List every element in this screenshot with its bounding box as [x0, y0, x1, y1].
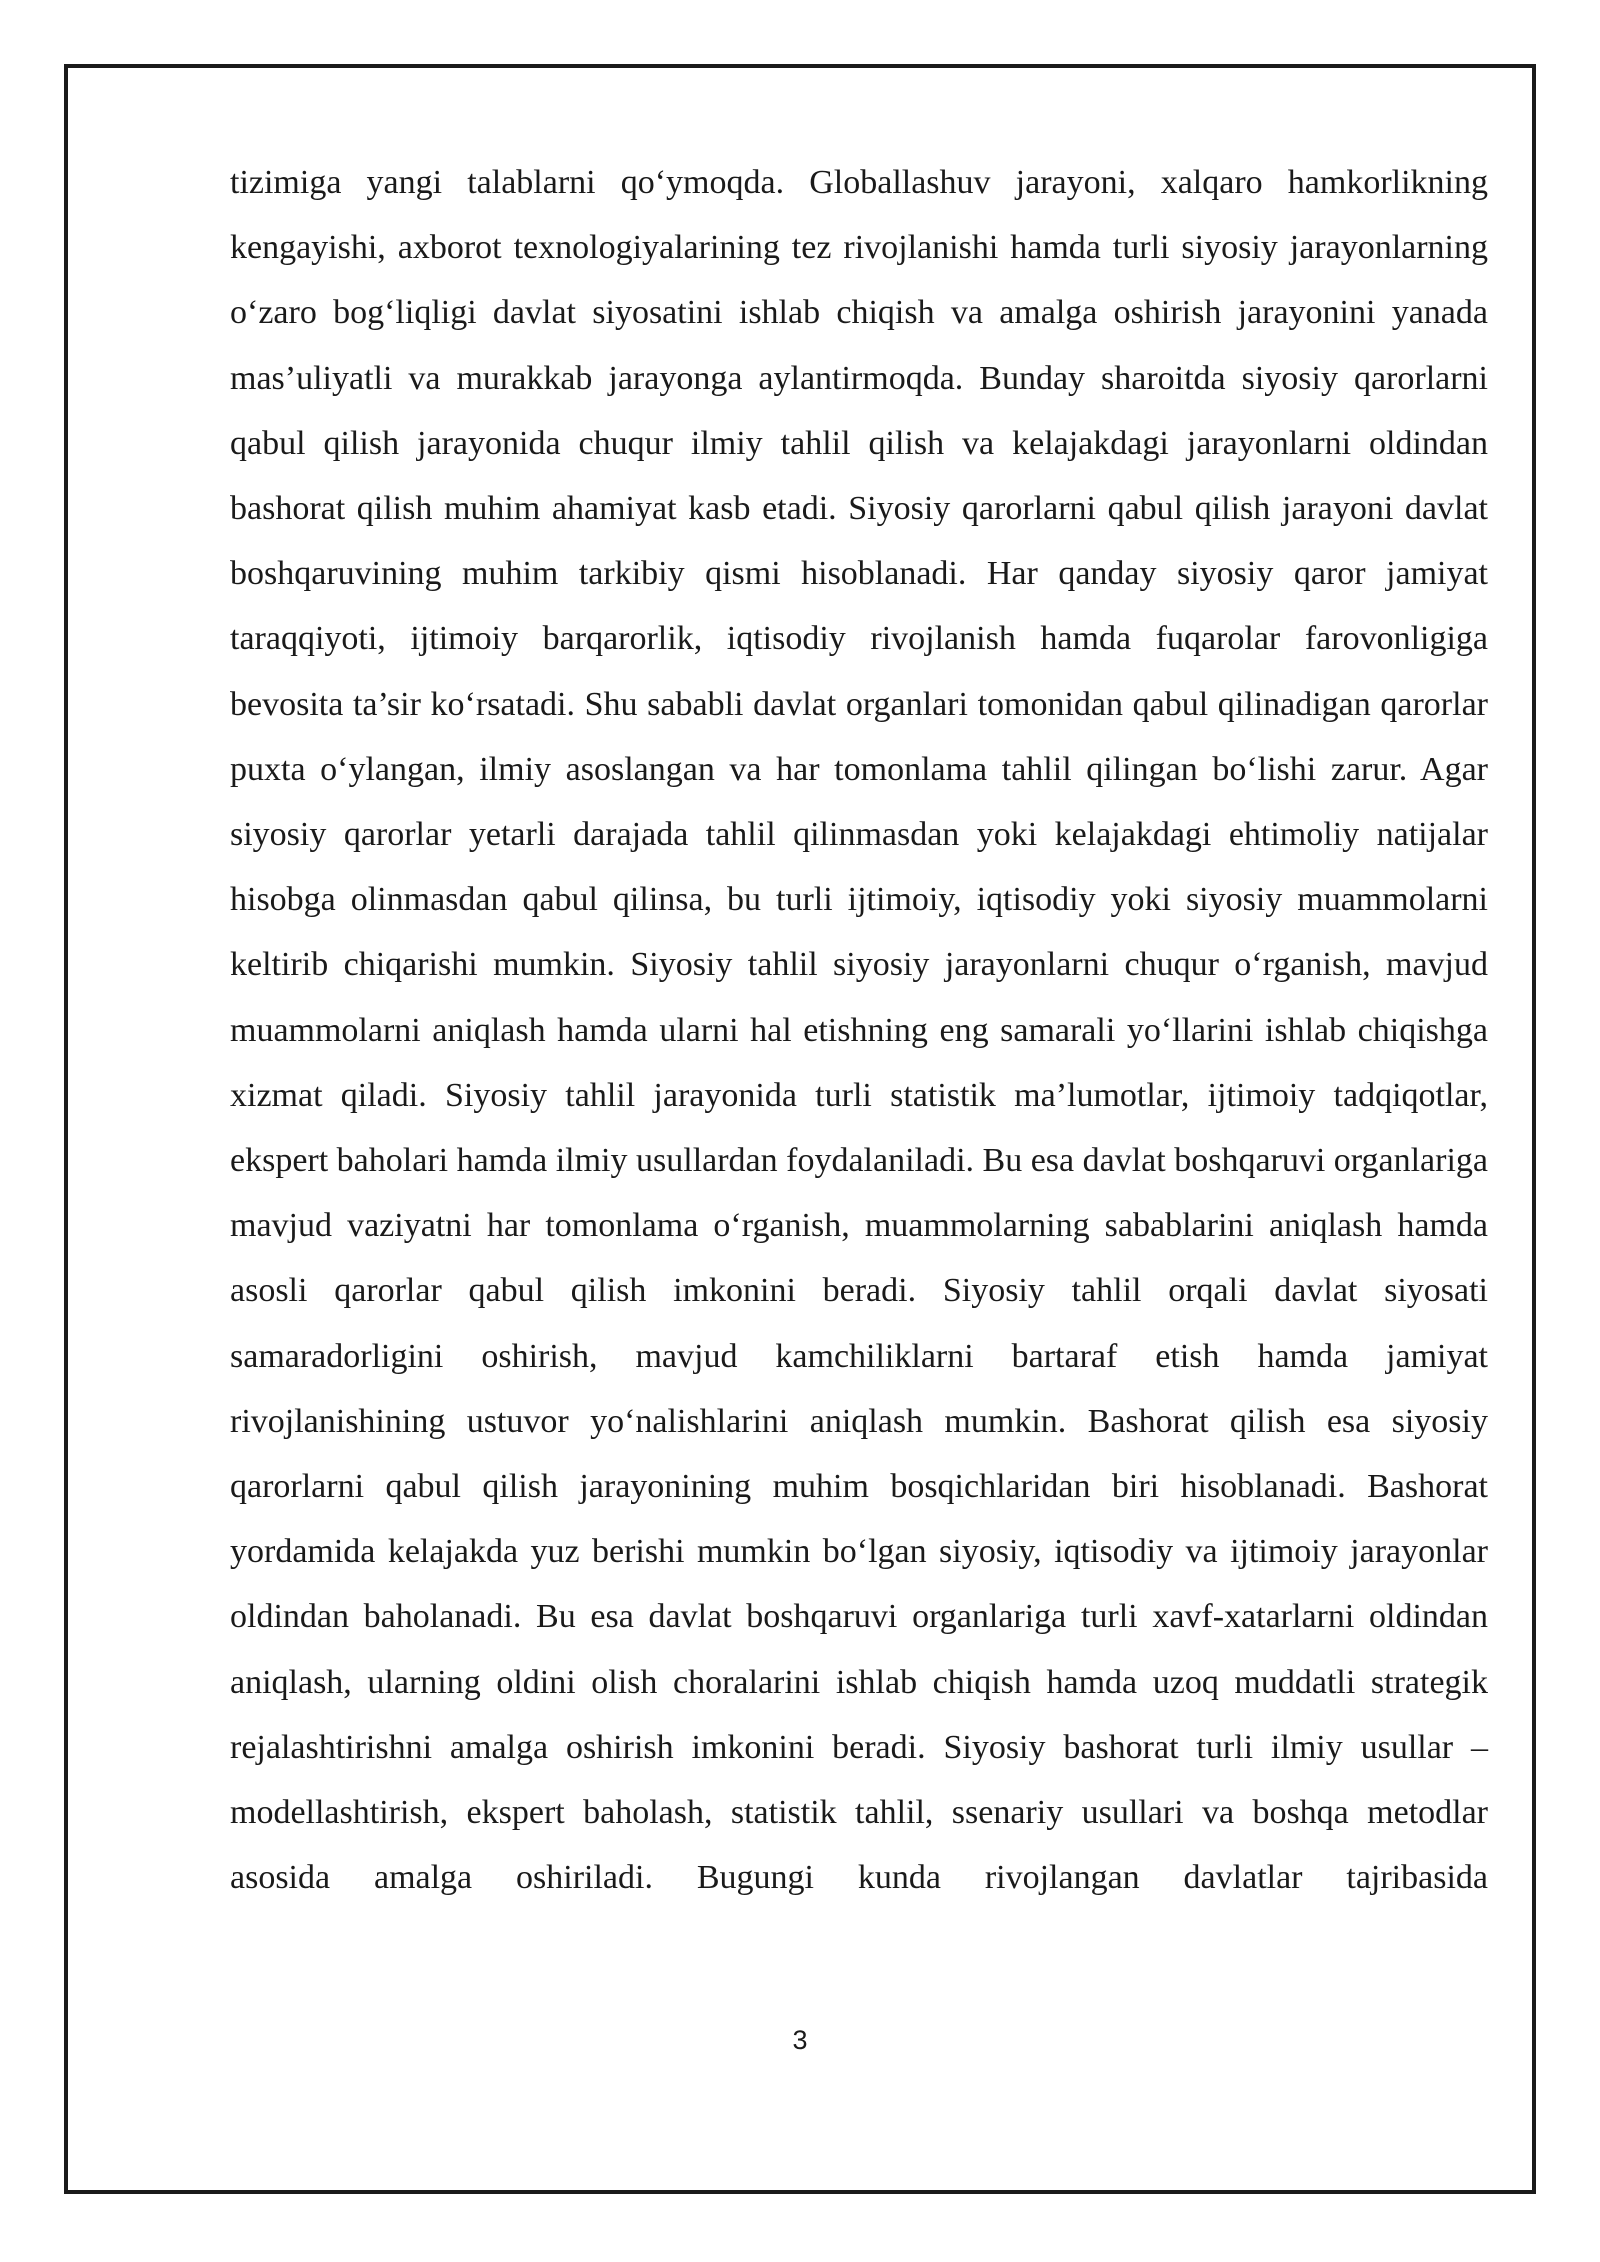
- page-number: 3: [792, 2025, 808, 2055]
- body-paragraph: tizimiga yangi talablarni qo‘ymoqda. Globallashuv jarayoni, xalqaro hamkorlikning kengayishi, axborot texnologiyalarining tez rivojlanishi hamda turli siyosiy jarayonlarning o‘zaro bog‘liqligi davlat siyosatini ishlab chiqish va amalga oshirish jarayonini yanada mas’uliyatli va murakkab jarayonga aylantirmoqda. Bunday sharoitda siyosiy qarorlarni qabul qilish jarayonida chuqur ilmiy tahlil qilish va kelajakdagi jarayonlarni oldindan bashorat qilish muhim ahamiyat kasb etadi. Siyosiy qarorlarni qabul qilish jarayoni davlat boshqaruvining muhim tarkibiy qismi hisoblanadi. Har qanday siyosiy qaror jamiyat taraqqiyoti, ijtimoiy barqarorlik, iqtisodiy rivojlanish hamda fuqarolar farovonligiga bevosita ta’sir ko‘rsatadi. Shu sababli davlat organlari tomonidan qabul qilinadigan qarorlar puxta o‘ylangan, ilmiy asoslangan va har tomonlama tahlil qilingan bo‘lishi zarur. Agar siyosiy qarorlar yetarli darajada tahlil qilinmasdan yoki kelajakdagi ehtimoliy natijalar hisobga olinmasdan qabul qilinsa, bu turli ijtimoiy, iqtisodiy yoki siyosiy muammolarni keltirib chiqarishi mumkin. Siyosiy tahlil siyosiy jarayonlarni chuqur o‘rganish, mavjud muammolarni aniqlash hamda ularni hal etishning eng samarali yo‘llarini ishlab chiqishga xizmat qiladi. Siyosiy tahlil jarayonida turli statistik ma’lumotlar, ijtimoiy tadqiqotlar, ekspert baholari hamda ilmiy usullardan foydalaniladi. Bu esa davlat boshqaruvi organlariga mavjud vaziyatni har tomonlama o‘rganish, muammolarning sabablarini aniqlash hamda asosli qarorlar qabul qilish imkonini beradi. Siyosiy tahlil orqali davlat siyosati samaradorligini oshirish, mavjud kamchiliklarni bartaraf etish hamda jamiyat rivojlanishining ustuvor yo‘nalishlarini aniqlash mumkin. Bashorat qilish esa siyosiy qarorlarni qabul qilish jarayonining muhim bosqichlaridan biri hisoblanadi. Bashorat yordamida kelajakda yuz berishi mumkin bo‘lgan siyosiy, iqtisodiy va ijtimoiy jarayonlar oldindan baholanadi. Bu esa davlat boshqaruvi organlariga turli xavf-xatarlarni oldindan aniqlash, ularning oldini olish choralarini ishlab chiqish hamda uzoq muddatli strategik rejalashtirishni amalga oshirish imkonini beradi. Siyosiy bashorat turli ilmiy usullar – modellashtirish, ekspert baholash, statistik tahlil, ssenariy usullari va boshqa metodlar asosida amalga oshiriladi. Bugungi kunda rivojlangan davlatlar tajribasida: [230, 164, 1488, 1897]
